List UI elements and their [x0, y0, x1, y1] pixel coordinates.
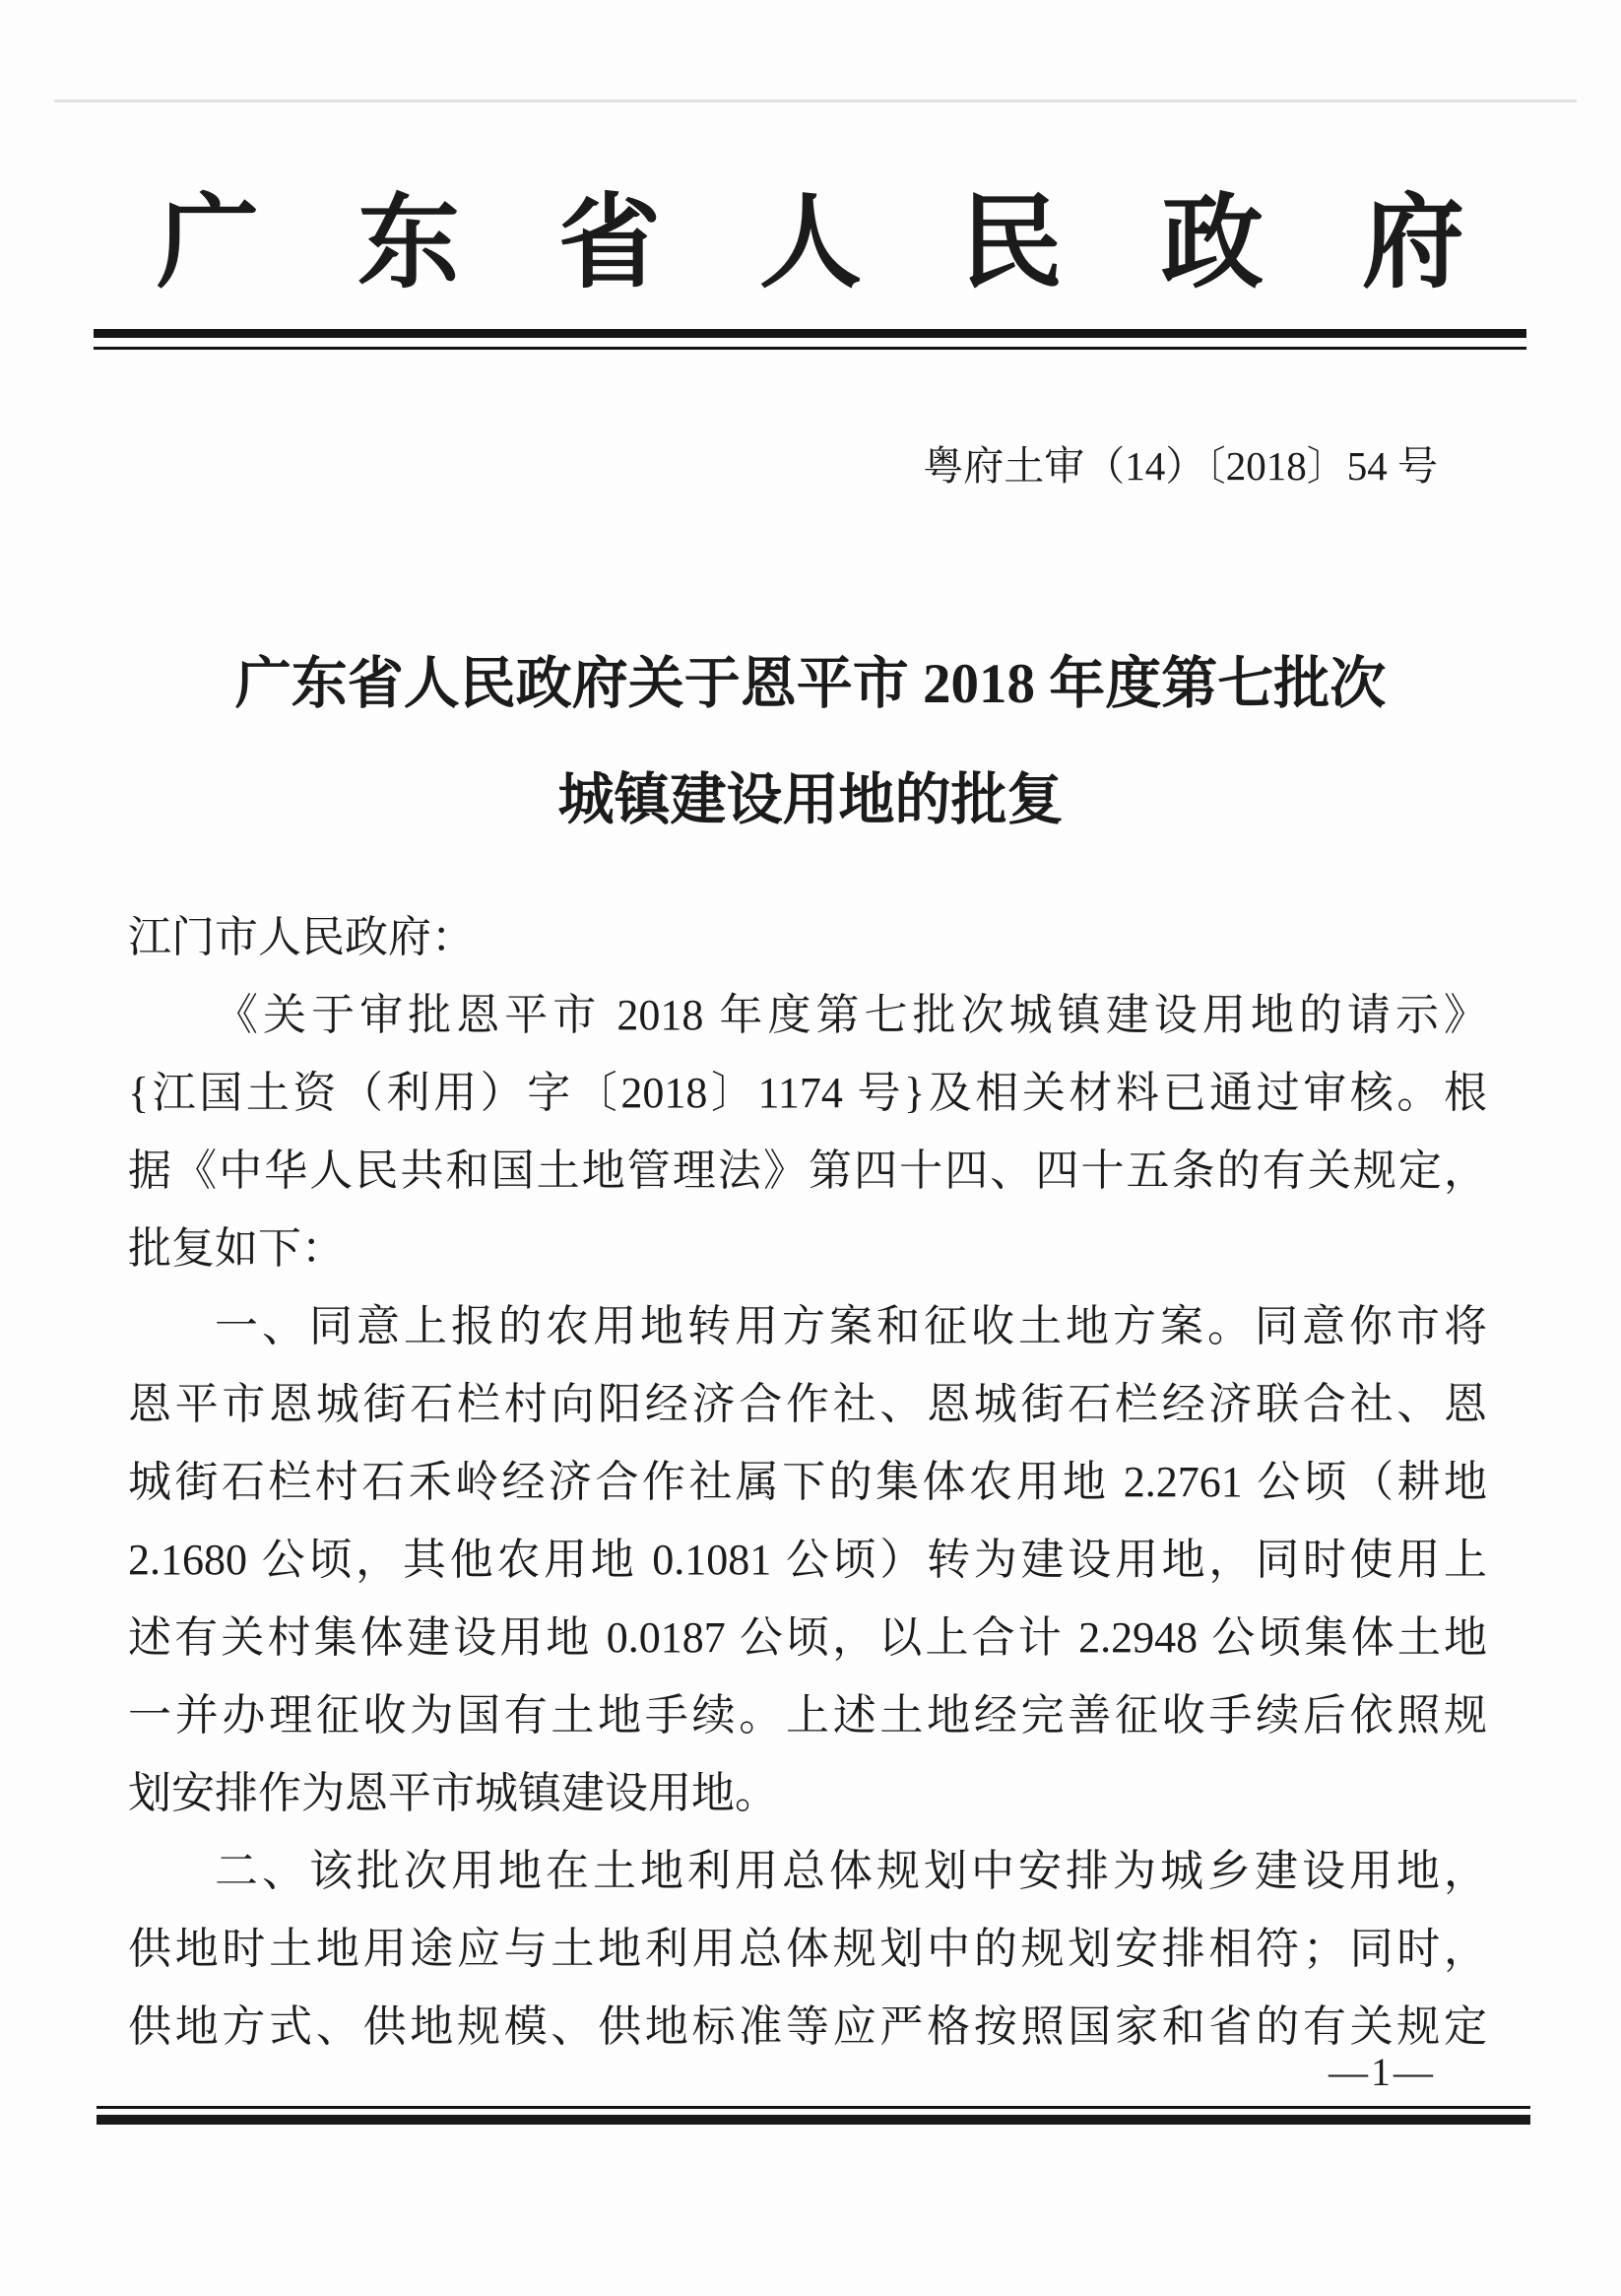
body-line: 据《中华人民共和国土地管理法》第四十四、四十五条的有关规定， [128, 1147, 1487, 1195]
body-line: 《关于审批恩平市 2018 年度第七批次城镇建设用地的请示》 [215, 991, 1487, 1039]
body-line: 恩平市恩城街石栏村向阳经济合作社、恩城街石栏经济联合社、恩 [128, 1380, 1487, 1428]
body-line: 划安排作为恩平市城镇建设用地。 [128, 1769, 778, 1817]
document-reference-number: 粤府土审（14）〔2018〕54 号 [923, 443, 1438, 489]
document-title-line1: 广东省人民政府关于恩平市 2018 年度第七批次 [234, 653, 1387, 715]
header-divider-thick-line [94, 329, 1526, 338]
header-divider-thin-line [94, 347, 1526, 350]
body-line: 批复如下： [128, 1224, 345, 1273]
body-line: 城街石栏村石禾岭经济合作社属下的集体农用地 2.2761 公顷（耕地 [128, 1458, 1487, 1506]
body-line: 一、同意上报的农用地转用方案和征收土地方案。同意你市将 [215, 1302, 1487, 1350]
body-line: 述有关村集体建设用地 0.0187 公顷，以上合计 2.2948 公顷集体土地 [128, 1613, 1487, 1662]
footer-divider-thick-line [97, 2115, 1530, 2125]
letterhead-title: 广东省人民政府 [156, 187, 1563, 300]
footer-divider [97, 2106, 1530, 2125]
body-line: 供地时土地用途应与土地利用总体规划中的规划安排相符；同时， [128, 1925, 1487, 1973]
header-divider [94, 329, 1526, 350]
document-title [0, 626, 1621, 859]
footer-divider-thin-line [97, 2106, 1530, 2109]
scan-artifact-line [54, 99, 1577, 102]
body-line: {江国土资（利用）字〔2018〕1174 号}及相关材料已通过审核。根 [128, 1069, 1487, 1117]
page-number: —1— [1329, 2050, 1436, 2094]
body-line: 2.1680 公顷，其他农用地 0.1081 公顷）转为建设用地，同时使用上 [128, 1536, 1487, 1584]
document-body [128, 898, 1487, 2066]
body-line: 二、该批次用地在土地利用总体规划中安排为城乡建设用地， [215, 1847, 1487, 1895]
body-line: 供地方式、供地规模、供地标准等应严格按照国家和省的有关规定 [128, 2002, 1487, 2051]
document-title-line2: 城镇建设用地的批复 [557, 769, 1064, 831]
body-line: 一并办理征收为国有土地手续。上述土地经完善征收手续后依照规 [128, 1691, 1487, 1739]
salutation: 江门市人民政府： [128, 913, 475, 961]
